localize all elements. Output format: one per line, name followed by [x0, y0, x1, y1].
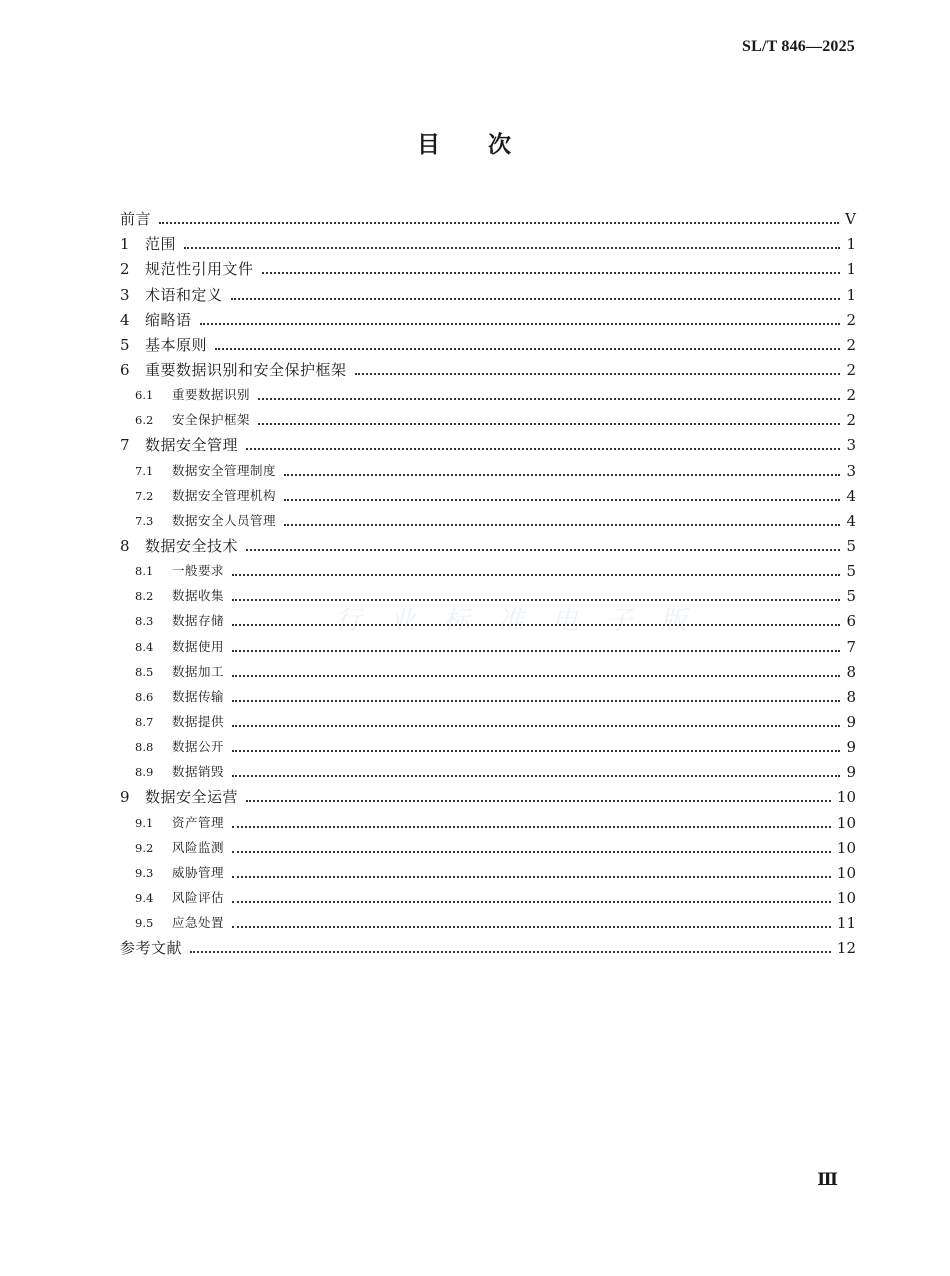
toc-entry-label: 数据存储	[172, 613, 225, 629]
toc-entry-number: 5	[120, 335, 130, 354]
toc-entry-label: 数据安全管理制度	[172, 462, 277, 478]
toc-entry-number: 8.3	[135, 614, 154, 629]
toc-dot-leader	[184, 247, 840, 249]
toc-entry-number: 9	[120, 788, 130, 807]
toc-entry[interactable]	[120, 230, 856, 255]
toc-entry-page: 1	[846, 260, 856, 279]
toc-entry[interactable]	[120, 708, 856, 733]
toc-entry-number: 8.1	[135, 564, 154, 579]
toc-entry-page: 2	[846, 335, 856, 354]
toc-entry-number: 7.2	[135, 488, 154, 503]
toc-dot-leader	[190, 951, 831, 953]
toc-entry-number: 2	[120, 260, 130, 279]
toc-entry[interactable]	[120, 632, 856, 657]
toc-entry-page: 3	[846, 436, 856, 455]
toc-entry-number: 8.9	[135, 765, 154, 780]
toc-entry-label: 数据收集	[172, 588, 225, 604]
toc-dot-leader	[232, 901, 831, 903]
toc-entry[interactable]	[120, 557, 856, 582]
toc-entry-page: V	[845, 210, 856, 229]
toc-entry-label: 重要数据识别	[172, 387, 251, 403]
toc-entry-number: 4	[120, 310, 130, 329]
toc-entry-number: 9.1	[135, 815, 154, 830]
toc-entry[interactable]	[120, 406, 856, 431]
toc-entry-page: 4	[846, 511, 856, 530]
toc-dot-leader	[246, 549, 840, 551]
toc-entry-number: 6.2	[135, 413, 154, 428]
toc-entry-number: 8.4	[135, 639, 154, 654]
toc-entry[interactable]	[120, 909, 856, 934]
toc-entry-number: 8.8	[135, 740, 154, 755]
toc-entry-number: 8.7	[135, 714, 154, 729]
toc-entry-label: 规范性引用文件	[145, 260, 254, 279]
toc-entry-page: 12	[836, 939, 856, 958]
toc-entry[interactable]	[120, 255, 856, 280]
toc-entry-label: 数据使用	[172, 638, 225, 654]
toc-entry-number: 8.2	[135, 589, 154, 604]
toc-entry-label: 风险评估	[172, 889, 225, 905]
toc-entry-number: 7	[120, 436, 130, 455]
toc-entry[interactable]	[120, 834, 856, 859]
toc-entry-page: 2	[846, 310, 856, 329]
toc-entry-label: 应急处置	[172, 915, 225, 931]
toc-entry[interactable]	[120, 456, 856, 481]
toc-entry-number: 8.5	[135, 664, 154, 679]
toc-dot-leader	[258, 398, 840, 400]
toc-entry[interactable]	[120, 783, 856, 808]
toc-entry-page: 6	[846, 612, 856, 631]
toc-entry-label: 一般要求	[172, 563, 225, 579]
toc-entry-label: 范围	[145, 235, 177, 254]
toc-entry[interactable]	[120, 733, 856, 758]
toc-dot-leader	[246, 448, 840, 450]
toc-entry-number: 3	[120, 285, 130, 304]
toc-entry-number: 9.3	[135, 865, 154, 880]
toc-entry[interactable]	[120, 205, 856, 230]
toc-dot-leader	[232, 599, 840, 601]
toc-entry-label: 安全保护框架	[172, 412, 251, 428]
toc-entry-label: 资产管理	[172, 814, 225, 830]
toc-entry-number: 9.5	[135, 916, 154, 931]
toc-entry-page: 5	[846, 536, 856, 555]
toc-dot-leader	[232, 650, 840, 652]
toc-entry-page: 10	[836, 888, 856, 907]
toc-dot-leader	[231, 298, 840, 300]
toc-entry-page: 3	[846, 461, 856, 480]
toc-entry-label: 数据加工	[172, 663, 225, 679]
toc-dot-leader	[232, 926, 831, 928]
table-of-contents	[120, 205, 856, 959]
toc-dot-leader	[258, 423, 840, 425]
toc-entry-number: 9.4	[135, 890, 154, 905]
toc-entry-number: 7.1	[135, 463, 154, 478]
toc-entry-label: 威胁管理	[172, 864, 225, 880]
toc-entry[interactable]	[120, 808, 856, 833]
page-title: 目次	[417, 131, 559, 158]
toc-dot-leader	[232, 750, 840, 752]
toc-entry[interactable]	[120, 431, 856, 456]
toc-entry-label: 前言	[120, 210, 152, 229]
toc-entry-number: 8.6	[135, 689, 154, 704]
toc-dot-leader	[284, 524, 840, 526]
toc-entry-page: 5	[846, 562, 856, 581]
toc-dot-leader	[232, 876, 831, 878]
toc-dot-leader	[355, 373, 840, 375]
toc-entry-label: 术语和定义	[145, 285, 223, 304]
toc-entry[interactable]	[120, 482, 856, 507]
toc-entry[interactable]	[120, 934, 856, 959]
toc-dot-leader	[159, 222, 839, 224]
toc-entry-page: 10	[836, 863, 856, 882]
toc-dot-leader	[246, 800, 831, 802]
toc-dot-leader	[232, 574, 840, 576]
toc-dot-leader	[232, 775, 840, 777]
toc-entry-number: 7.3	[135, 513, 154, 528]
toc-dot-leader	[232, 826, 831, 828]
toc-entry-label: 数据销毁	[172, 764, 225, 780]
toc-dot-leader	[284, 474, 840, 476]
toc-entry-label: 数据安全管理机构	[172, 487, 277, 503]
toc-entry-page: 1	[846, 235, 856, 254]
toc-entry-label: 数据公开	[172, 739, 225, 755]
toc-entry[interactable]	[120, 331, 856, 356]
toc-entry-label: 重要数据识别和安全保护框架	[145, 360, 347, 379]
toc-entry[interactable]	[120, 758, 856, 783]
toc-entry[interactable]	[120, 859, 856, 884]
toc-entry[interactable]	[120, 884, 856, 909]
toc-dot-leader	[232, 700, 840, 702]
toc-entry[interactable]	[120, 582, 856, 607]
toc-entry-label: 缩略语	[145, 310, 192, 329]
toc-entry-label: 数据安全技术	[145, 536, 239, 555]
toc-entry-label: 数据安全运营	[145, 788, 239, 807]
page-number: Ⅲ	[817, 1170, 838, 1189]
toc-entry-page: 2	[846, 386, 856, 405]
toc-entry-page: 10	[836, 838, 856, 857]
toc-entry-number: 6	[120, 360, 130, 379]
toc-entry-page: 8	[846, 662, 856, 681]
toc-entry-page: 9	[846, 712, 856, 731]
toc-dot-leader	[232, 675, 840, 677]
toc-entry-page: 10	[836, 813, 856, 832]
toc-dot-leader	[200, 323, 840, 325]
toc-dot-leader	[262, 272, 840, 274]
toc-dot-leader	[232, 851, 831, 853]
toc-entry-page: 7	[846, 637, 856, 656]
toc-entry-page: 10	[836, 788, 856, 807]
toc-entry-page: 5	[846, 587, 856, 606]
toc-entry[interactable]	[120, 507, 856, 532]
toc-entry[interactable]	[120, 683, 856, 708]
toc-entry-page: 9	[846, 738, 856, 757]
toc-entry-page: 1	[846, 285, 856, 304]
toc-dot-leader	[232, 624, 840, 626]
toc-entry[interactable]	[120, 306, 856, 331]
toc-entry-page: 4	[846, 486, 856, 505]
toc-entry-page: 8	[846, 687, 856, 706]
standard-code: SL/T 846—2025	[742, 38, 855, 55]
toc-entry-number: 1	[120, 235, 130, 254]
toc-entry[interactable]	[120, 607, 856, 632]
toc-entry[interactable]	[120, 356, 856, 381]
toc-entry[interactable]	[120, 658, 856, 683]
toc-dot-leader	[232, 725, 840, 727]
toc-entry-number: 9.2	[135, 840, 154, 855]
toc-entry-label: 基本原则	[145, 335, 208, 354]
toc-entry-page: 9	[846, 763, 856, 782]
toc-dot-leader	[215, 348, 840, 350]
toc-entry[interactable]	[120, 280, 856, 305]
watermark: 行 业 标 准 电 子 版	[335, 606, 697, 636]
toc-entry-label: 数据安全管理	[145, 436, 239, 455]
toc-entry-page: 11	[836, 914, 856, 933]
toc-entry-label: 数据安全人员管理	[172, 512, 277, 528]
toc-entry-number: 6.1	[135, 388, 154, 403]
toc-entry-label: 数据传输	[172, 688, 225, 704]
toc-entry-label: 风险监测	[172, 839, 225, 855]
toc-entry-label: 参考文献	[120, 939, 183, 958]
toc-entry-number: 8	[120, 536, 130, 555]
toc-entry[interactable]	[120, 381, 856, 406]
toc-dot-leader	[284, 499, 840, 501]
toc-entry-label: 数据提供	[172, 713, 225, 729]
toc-entry-page: 2	[846, 360, 856, 379]
toc-entry[interactable]	[120, 532, 856, 557]
toc-entry-page: 2	[846, 411, 856, 430]
